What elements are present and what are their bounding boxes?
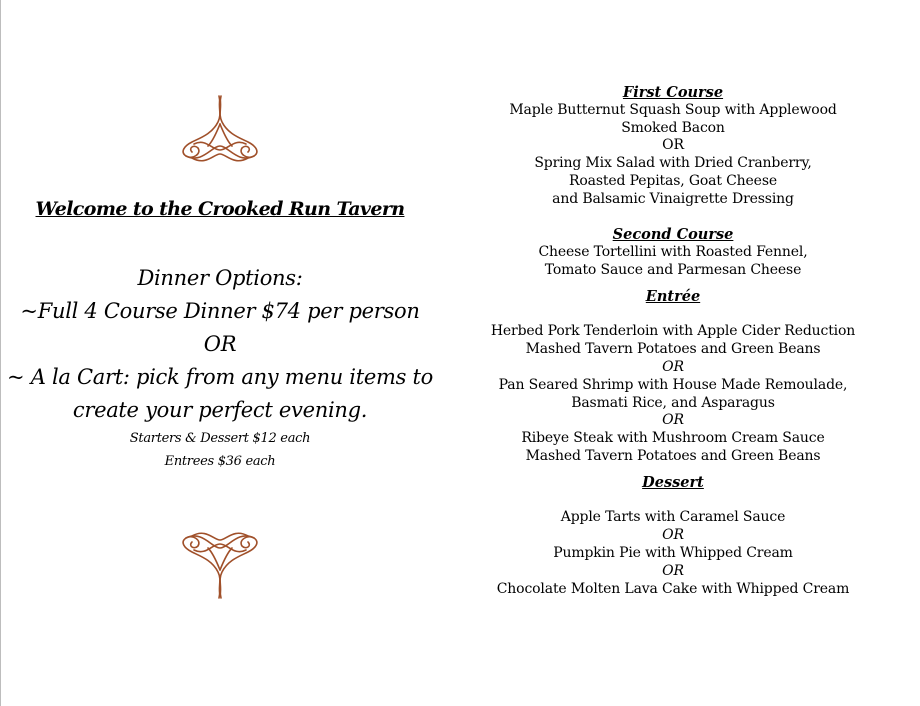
menu-panel xyxy=(440,84,906,598)
menu-item: Apple Tarts with Caramel Sauce xyxy=(560,509,786,526)
a-la-cart-option-continued: create your perfect evening. xyxy=(72,398,368,422)
menu-item: Herbed Pork Tenderloin with Apple Cider Reduction xyxy=(490,323,856,340)
dessert-heading: Dessert xyxy=(642,473,704,491)
menu-item: Ribeye Steak with Mushroom Cream Sauce xyxy=(521,430,825,447)
menu-item: Maple Butternut Squash Soup with Applewood xyxy=(509,101,837,118)
or-separator: OR xyxy=(662,527,684,544)
full-dinner-option: ~Full 4 Course Dinner $74 per person xyxy=(20,299,420,323)
entree-heading: Entrée xyxy=(645,287,701,305)
menu-item: Chocolate Molten Lava Cake with Whipped Cream xyxy=(496,580,850,597)
menu-item: Cheese Tortellini with Roasted Fennel, xyxy=(538,244,808,261)
second-course-heading: Second Course xyxy=(612,226,734,244)
starters-price: Starters & Dessert $12 each xyxy=(129,431,311,446)
or-separator: OR xyxy=(662,137,684,154)
menu-item: Smoked Bacon xyxy=(621,119,725,136)
flourish-ornament-top-icon xyxy=(172,94,268,166)
menu-item: Pan Seared Shrimp with House Made Remoulade, xyxy=(498,376,848,393)
dinner-options-label: Dinner Options: xyxy=(137,266,303,290)
first-course-heading: First Course xyxy=(622,84,724,101)
or-separator: OR xyxy=(662,562,684,579)
menu-item: and Balsamic Vinaigrette Dressing xyxy=(552,190,794,207)
a-la-cart-option: ~ A la Cart: pick from any menu items to xyxy=(7,365,433,389)
menu-item: Tomato Sauce and Parmesan Cheese xyxy=(544,261,802,278)
left-panel xyxy=(0,0,440,706)
menu-item: Spring Mix Salad with Dried Cranberry, xyxy=(534,155,812,172)
flourish-ornament-bottom-icon xyxy=(172,528,268,600)
or-separator: OR xyxy=(203,332,237,356)
menu-item: Pumpkin Pie with Whipped Cream xyxy=(553,544,793,561)
or-separator: OR xyxy=(662,358,684,375)
entrees-price: Entrees $36 each xyxy=(164,454,276,469)
welcome-heading: Welcome to the Crooked Run Tavern xyxy=(35,198,405,220)
menu-item: Mashed Tavern Potatoes and Green Beans xyxy=(525,341,821,358)
menu-item: Roasted Pepitas, Goat Cheese xyxy=(568,172,777,189)
menu-item: Mashed Tavern Potatoes and Green Beans xyxy=(525,447,821,464)
or-separator: OR xyxy=(662,412,684,429)
menu-item: Basmati Rice, and Asparagus xyxy=(571,394,775,411)
